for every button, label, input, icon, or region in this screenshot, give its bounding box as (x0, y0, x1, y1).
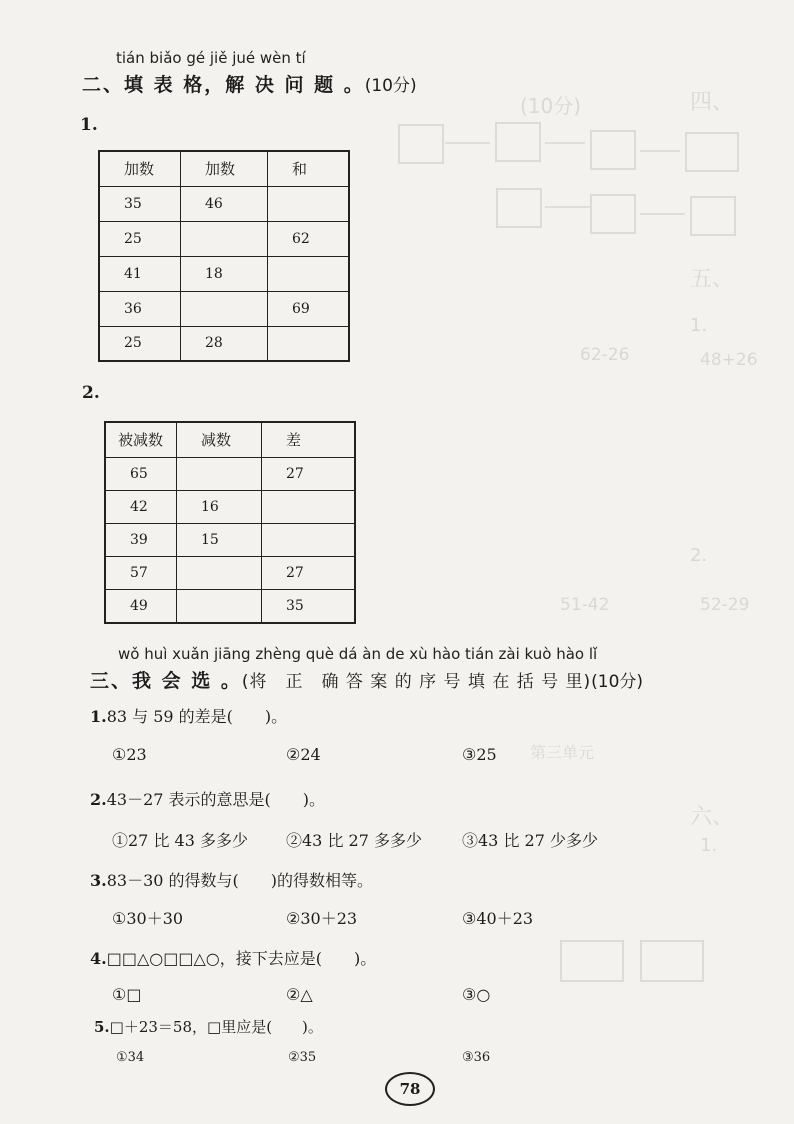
table-row (99, 221, 349, 256)
table-cell: 35 (262, 589, 356, 623)
answer-cell[interactable] (262, 490, 356, 523)
table-row (99, 256, 349, 291)
option-1[interactable]: ①34 (116, 1050, 145, 1065)
table-header-row (105, 422, 355, 457)
table-cell: 27 (262, 457, 356, 490)
option-1[interactable]: ①23 (112, 745, 147, 764)
option-2[interactable]: ②△ (286, 985, 313, 1004)
table-cell: 39 (105, 523, 177, 556)
option-3[interactable]: ③36 (462, 1050, 491, 1065)
choice-question (90, 868, 373, 891)
section-3-heading (90, 666, 643, 693)
question-text[interactable]: □＋23＝58，□里应是( )。 (109, 1018, 323, 1036)
table-row (105, 490, 355, 523)
table-cell: 27 (262, 556, 356, 589)
choice-question (90, 704, 287, 727)
answer-cell[interactable] (181, 221, 268, 256)
table-cell: 62 (268, 221, 350, 256)
table-header-cell: 加数 (181, 151, 268, 186)
table-header-row (99, 151, 349, 186)
answer-cell[interactable] (268, 186, 350, 221)
choice-question (94, 1016, 323, 1037)
choice-question (90, 946, 376, 969)
question-number: 5. (94, 1018, 110, 1036)
table-cell: 25 (99, 221, 181, 256)
table-header-cell: 加数 (99, 151, 181, 186)
table-row (105, 523, 355, 556)
table-cell: 16 (177, 490, 262, 523)
table-cell: 69 (268, 291, 350, 326)
section-2-pinyin: tián biǎo gé jiě jué wèn tí (116, 49, 306, 67)
answer-cell[interactable] (177, 589, 262, 623)
workbook-page: 四、 (10分) 五、 1. 48+26 62-26 2. 52-29 51-42 第三单元 六、 1. tián biǎo gé jiě jué wèn tí 二、填 表 格，解 决 问 题 。(10分) 1. 加数 加数 和 35 46 25 62 41 18 36 69 25 28 2. 被减数 减数 差 65 27 42 16 39 15 57 27 49 35 wǒ huì xuǎn jiāng zhèng què dá àn de xù hào tián zài kuò hào lǐ 三、我 会 选 。(将 正 确 答 案 的 序 号 填 在 括 号 里)(10分) 1.83 与 59 的差是( )。 ①23 ②24 ③25 2.43－27 表示的意思是( )。 ①27 比 43 多多少 ②43 比 27 多多少 ③43 比 27 少多少 3.83－30 的得数与( )的得数相等。 ①30＋30 ②30＋23 ③40＋23 4.□□△○□□△○，接下去应是( )。 ①□ ②△ ③○ 5.□＋23＝58，□里应是( )。 ①34 ②35 ③36 78 (0, 0, 794, 1124)
table-header-cell: 差 (262, 422, 356, 457)
table-cell: 57 (105, 556, 177, 589)
table-cell: 25 (99, 326, 181, 361)
table-row (99, 186, 349, 221)
option-2[interactable]: ②35 (288, 1050, 317, 1065)
answer-cell[interactable] (268, 256, 350, 291)
table-row (105, 589, 355, 623)
question-text[interactable]: 83－30 的得数与( )的得数相等。 (106, 871, 373, 890)
question-number: 2. (90, 790, 107, 809)
option-2[interactable]: ②43 比 27 多多少 (286, 831, 422, 850)
subtraction-table (104, 421, 356, 624)
table-header-cell: 和 (268, 151, 350, 186)
option-3[interactable]: ③40＋23 (462, 909, 534, 928)
section-2-score: (10分) (364, 76, 417, 96)
question-2-number: 2. (82, 383, 100, 403)
question-1-number: 1. (80, 115, 98, 135)
section-3-title: 三、我 会 选 。 (90, 670, 242, 692)
option-3[interactable]: ③○ (462, 985, 491, 1004)
answer-cell[interactable] (177, 457, 262, 490)
question-text[interactable]: 83 与 59 的差是( )。 (106, 707, 288, 726)
table-cell: 18 (181, 256, 268, 291)
table-header-cell: 减数 (177, 422, 262, 457)
page-number-badge: 78 (385, 1072, 435, 1106)
option-1[interactable]: ①27 比 43 多多少 (112, 831, 248, 850)
table-row (105, 457, 355, 490)
answer-cell[interactable] (268, 326, 350, 361)
option-1[interactable]: ①30＋30 (112, 909, 184, 928)
table-cell: 46 (181, 186, 268, 221)
section-2-title: 二、填 表 格，解 决 问 题 。 (82, 74, 365, 96)
table-cell: 49 (105, 589, 177, 623)
table-row (105, 556, 355, 589)
choice-question (90, 787, 325, 810)
question-text[interactable]: □□△○□□△○，接下去应是( )。 (106, 949, 377, 968)
table-cell: 36 (99, 291, 181, 326)
table-row (99, 291, 349, 326)
section-3-score: (10分) (591, 672, 644, 692)
question-number: 4. (90, 949, 107, 968)
answer-cell[interactable] (177, 556, 262, 589)
table-header-cell: 被减数 (105, 422, 177, 457)
table-row (99, 326, 349, 361)
table-cell: 15 (177, 523, 262, 556)
table-cell: 28 (181, 326, 268, 361)
option-3[interactable]: ③25 (462, 745, 497, 764)
table-cell: 42 (105, 490, 177, 523)
section-3-instruction: (将 正 确 答 案 的 序 号 填 在 括 号 里) (241, 672, 592, 692)
answer-cell[interactable] (262, 523, 356, 556)
question-number: 1. (90, 707, 107, 726)
option-2[interactable]: ②30＋23 (286, 909, 358, 928)
option-3[interactable]: ③43 比 27 少多少 (462, 831, 598, 850)
section-2-heading (82, 70, 417, 97)
addition-table (98, 150, 350, 362)
option-1[interactable]: ①□ (112, 985, 142, 1004)
table-cell: 41 (99, 256, 181, 291)
question-number: 3. (90, 871, 107, 890)
option-2[interactable]: ②24 (286, 745, 321, 764)
section-3-pinyin: wǒ huì xuǎn jiāng zhèng què dá àn de xù hào tián zài kuò hào lǐ (118, 645, 598, 663)
answer-cell[interactable] (181, 291, 268, 326)
table-cell: 65 (105, 457, 177, 490)
question-text[interactable]: 43－27 表示的意思是( )。 (106, 790, 325, 809)
table-cell: 35 (99, 186, 181, 221)
